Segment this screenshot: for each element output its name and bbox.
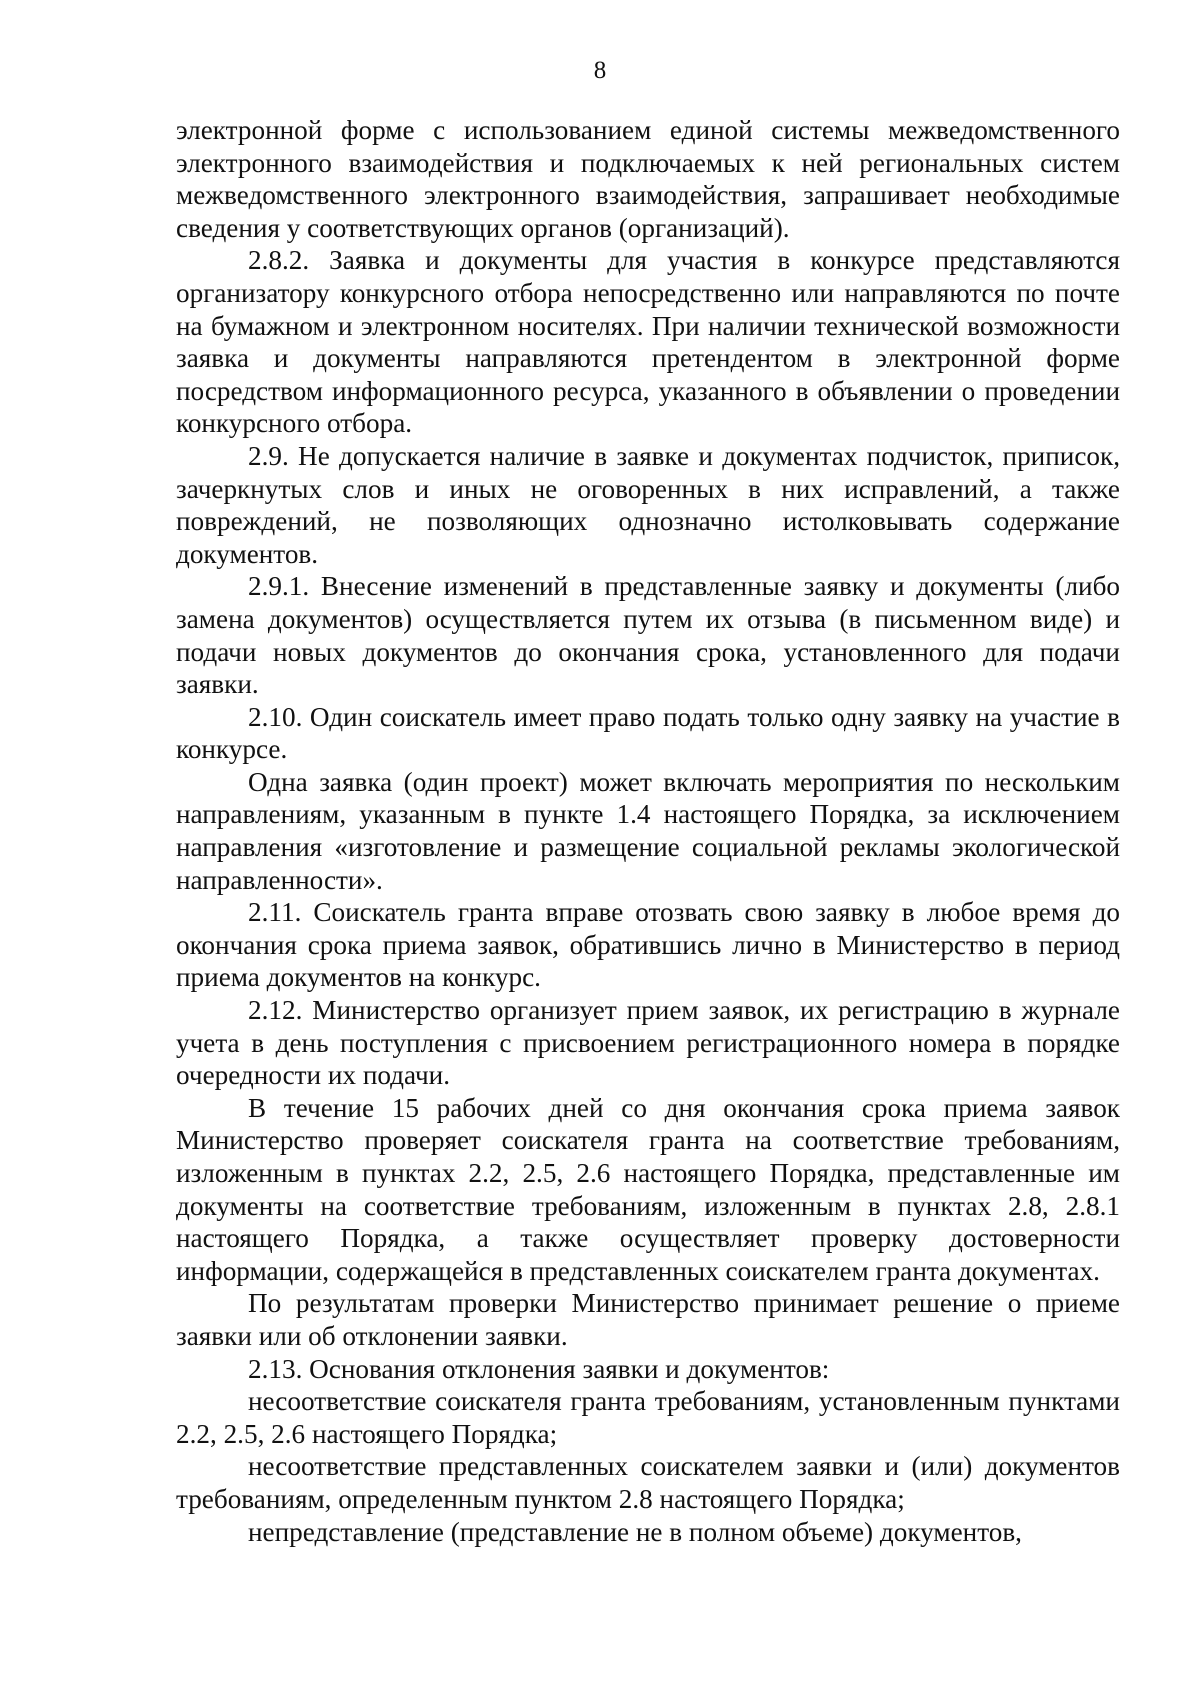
paragraph-continuation: электронной форме с использованием единой системы межведомственного электронного взаимодействия и подключаемых к ней региональных систем межведомственного электронного взаимодействия, запрашивает необходимые сведения у соответствующих органов (организаций). [176,115,1120,243]
document-body [176,114,1120,1548]
paragraph-2-9: 2.9. Не допускается наличие в заявке и документах подчисток, приписок, зачеркнутых слов и иных не оговоренных в них исправлений, а также повреждений, не позволяющих однозначно истолковывать содержание документов. [176,440,1120,569]
rejection-reason-2: несоответствие представленных соискателем заявки и (или) документов требованиям, определенным пунктом 2.8 настоящего Порядка; [176,1451,1120,1514]
paragraph-2-10: 2.10. Один соискатель имеет право подать только одну заявку на участие в конкурсе. [176,701,1120,765]
paragraph-2-13: 2.13. Основания отклонения заявки и документов: [248,1353,830,1384]
paragraph-2-11: 2.11. Соискатель гранта вправе отозвать свою заявку в любое время до окончания срока приема заявок, обратившись лично в Министерство в период приема документов на конкурс. [176,897,1120,993]
paragraph-single-project: Одна заявка (один проект) может включать мероприятия по нескольким направлениям, указанным в пункте 1.4 настоящего Порядка, за исключением направления «изготовление и размещение социальной рекламы экологической направленности». [176,766,1120,895]
rejection-reason-3: непредставление (представление не в полном объеме) документов, [248,1516,1022,1547]
paragraph-2-9-1: 2.9.1. Внесение изменений в представленные заявку и документы (либо замена документов) осуществляется путем их отзыва (в письменном виде) и подачи новых документов до окончания срока, установленного для подачи заявки. [176,571,1120,700]
paragraph-review-period: В течение 15 рабочих дней со дня окончания срока приема заявок Министерство проверяет соискателя гранта на соответствие требованиям, изложенным в пунктах 2.2, 2.5, 2.6 настоящего Порядка, представленные им документы на соответствие требованиям, изложенным в пунктах 2.8, 2.8.1 настоящего Порядка, а также осуществляет проверку достоверности информации, содержащейся в представленных соискателем гранта документах. [176,1092,1120,1286]
paragraph-review-results: По результатам проверки Министерство принимает решение о приеме заявки или об отклонении заявки. [176,1288,1120,1351]
paragraph-2-12: 2.12. Министерство организует прием заявок, их регистрацию в журнале учета в день поступления с присвоением регистрационного номера в порядке очередности их подачи. [176,995,1120,1091]
page-number: 8 [593,57,607,84]
paragraph-2-8-2: 2.8.2. Заявка и документы для участия в конкурсе представляются организатору конкурсного отбора непосредственно или направляются по почте на бумажном и электронном носителях. При наличии технической возможности заявка и документы направляются претендентом в электронной форме посредством информационного ресурса, указанного в объявлении о проведении конкурсного отбора. [176,245,1120,439]
rejection-reason-1: несоответствие соискателя гранта требованиям, установленным пунктами 2.2, 2.5, 2.6 настоящего Порядка; [176,1386,1120,1449]
